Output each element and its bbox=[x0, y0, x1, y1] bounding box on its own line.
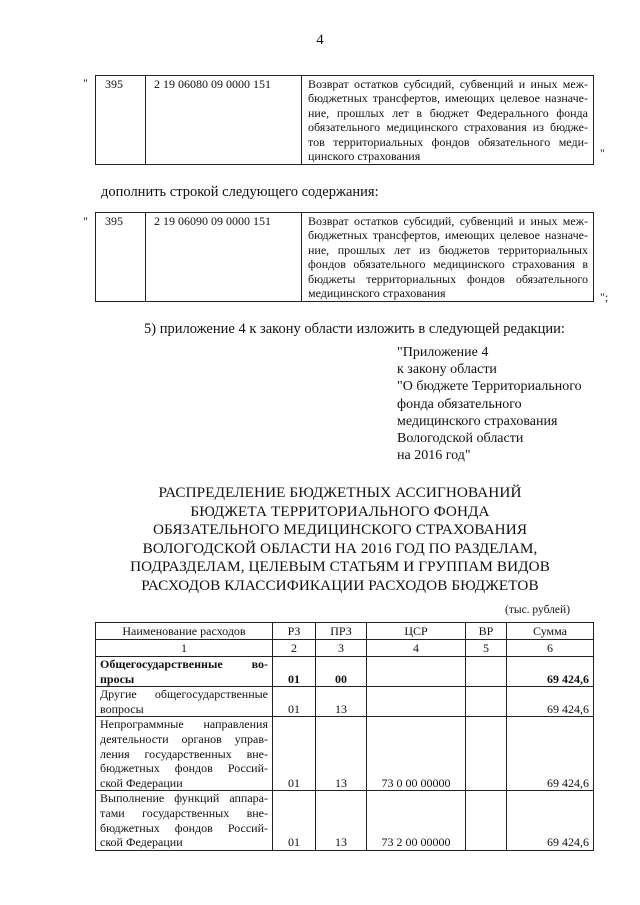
supplement-text: дополнить строкой следующего содержания: bbox=[101, 184, 379, 200]
desc-line: фондов обязательного медицинского страхования в bbox=[308, 257, 588, 272]
row-name bbox=[96, 657, 273, 687]
desc-line: бюджеты территориальных фондов обязательного bbox=[308, 271, 588, 286]
code-row-2-description bbox=[302, 213, 594, 302]
col-number: 5 bbox=[466, 640, 507, 657]
row-prz: 13 bbox=[316, 791, 367, 850]
table-header-row bbox=[96, 623, 594, 640]
close-quote-1: " bbox=[600, 146, 605, 160]
code-row-2 bbox=[96, 213, 594, 302]
appendix-line: медицинского страхования bbox=[397, 413, 558, 429]
appendix-line: "О бюджете Территориального bbox=[397, 379, 582, 395]
row-sum: 69 424,6 bbox=[507, 717, 594, 791]
row-name-line: бюджетных фондов Россий- bbox=[100, 761, 268, 776]
code-row-1 bbox=[96, 76, 594, 165]
code-row-2-number: 395 bbox=[96, 213, 146, 302]
code-table-1 bbox=[95, 75, 594, 165]
row-csr bbox=[367, 687, 466, 717]
code-row-2-code: 2 19 06090 09 0000 151 bbox=[146, 213, 302, 302]
code-table-2 bbox=[95, 212, 594, 302]
desc-line: ние, прошлых лет в бюджет Федерального фонда bbox=[308, 105, 588, 120]
desc-line: Возврат остатков субсидий, субвенций и иных меж- bbox=[308, 77, 588, 91]
desc-line: обязательного медицинского страхования из бюдже- bbox=[308, 120, 588, 135]
row-vr bbox=[466, 791, 507, 850]
row-name bbox=[96, 717, 273, 791]
col-number: 4 bbox=[367, 640, 466, 657]
row-prz: 00 bbox=[316, 657, 367, 687]
row-name-line: деятельности органов управ- bbox=[100, 731, 268, 746]
code-row-1-number: 395 bbox=[96, 76, 146, 165]
row-name bbox=[96, 687, 273, 717]
row-name-line: бюджетных фондов Россий- bbox=[100, 820, 268, 835]
title-line: РАСХОДОВ КЛАССИФИКАЦИИ РАСХОДОВ БЮДЖЕТОВ bbox=[141, 576, 539, 594]
appendix-line: к закону области bbox=[397, 362, 497, 378]
col-number: 1 bbox=[96, 640, 273, 657]
desc-line: Возврат остатков субсидий, субвенций и иных меж- bbox=[308, 214, 588, 228]
row-name-line: Выполнение функций аппара- bbox=[100, 791, 268, 806]
row-vr bbox=[466, 657, 507, 687]
item-5-text: 5) приложение 4 к закону области изложить в следующей редакции: bbox=[144, 321, 565, 337]
desc-line: бюджетных трансфертов, имеющих целевое назначе- bbox=[308, 228, 588, 243]
page-number: 4 bbox=[316, 32, 324, 48]
row-name-line: вопросы bbox=[100, 701, 144, 716]
title-line: БЮДЖЕТА ТЕРРИТОРИАЛЬНОГО ФОНДА bbox=[190, 502, 490, 520]
row-sum: 69 424,6 bbox=[507, 657, 594, 687]
code-row-1-description bbox=[302, 76, 594, 165]
header-prz: ПРЗ bbox=[316, 623, 367, 640]
header-sum: Сумма bbox=[507, 623, 594, 640]
header-csr: ЦСР bbox=[367, 623, 466, 640]
appendix-line: фонда обязательного bbox=[397, 396, 522, 412]
appendix-line: Вологодской области bbox=[397, 431, 524, 447]
table-row bbox=[96, 791, 594, 850]
row-prz: 13 bbox=[316, 717, 367, 791]
col-number: 3 bbox=[316, 640, 367, 657]
title-line: ОБЯЗАТЕЛЬНОГО МЕДИЦИНСКОГО СТРАХОВАНИЯ bbox=[152, 521, 528, 539]
row-vr bbox=[466, 687, 507, 717]
open-quote-1: " bbox=[83, 76, 88, 90]
open-quote-2: " bbox=[83, 214, 88, 228]
row-name-line: Общегосударственные во- bbox=[100, 657, 268, 671]
desc-line: цинского страхования bbox=[308, 149, 421, 164]
row-name-line: тами государственных вне- bbox=[100, 805, 268, 820]
row-name-line: ской Федерации bbox=[100, 775, 183, 790]
row-csr bbox=[367, 657, 466, 687]
row-rz: 01 bbox=[273, 687, 316, 717]
units-label: (тыс. рублей) bbox=[505, 604, 571, 616]
row-rz: 01 bbox=[273, 717, 316, 791]
budget-table bbox=[95, 622, 594, 851]
header-rz: РЗ bbox=[273, 623, 316, 640]
row-name-line: просы bbox=[100, 671, 135, 686]
col-number: 6 bbox=[507, 640, 594, 657]
header-name: Наименование расходов bbox=[96, 623, 273, 640]
table-row bbox=[96, 687, 594, 717]
row-name-line: Непрограммные направления bbox=[100, 717, 268, 732]
row-name-line: ской Федерации bbox=[100, 835, 183, 850]
row-vr bbox=[466, 717, 507, 791]
table-row bbox=[96, 717, 594, 791]
code-row-1-code: 2 19 06080 09 0000 151 bbox=[146, 76, 302, 165]
appendix-line: "Приложение 4 bbox=[397, 345, 489, 360]
document-title bbox=[60, 484, 620, 596]
row-csr: 73 0 00 00000 bbox=[367, 717, 466, 791]
row-prz: 13 bbox=[316, 687, 367, 717]
title-line: РАСПРЕДЕЛЕНИЕ БЮДЖЕТНЫХ АССИГНОВАНИЙ bbox=[158, 484, 522, 501]
close-quote-2: "; bbox=[600, 290, 609, 304]
desc-line: бюджетных трансфертов, имеющих целевое назначе- bbox=[308, 91, 588, 106]
row-name-line: ления государственных вне- bbox=[100, 746, 268, 761]
table-row bbox=[96, 657, 594, 687]
row-csr: 73 2 00 00000 bbox=[367, 791, 466, 850]
column-number-row bbox=[96, 640, 594, 657]
col-number: 2 bbox=[273, 640, 316, 657]
title-line: ВОЛОГОДСКОЙ ОБЛАСТИ НА 2016 ГОД ПО РАЗДЕЛАМ, bbox=[142, 539, 538, 557]
row-sum: 69 424,6 bbox=[507, 791, 594, 850]
title-line: ПОДРАЗДЕЛАМ, ЦЕЛЕВЫМ СТАТЬЯМ И ГРУППАМ ВИДОВ bbox=[130, 558, 550, 576]
appendix-header bbox=[397, 344, 582, 464]
header-vr: ВР bbox=[466, 623, 507, 640]
desc-line: медицинского страхования bbox=[308, 286, 446, 301]
desc-line: тов территориальных фондов обязательного меди- bbox=[308, 134, 588, 149]
row-name-line: Другие общегосударственные bbox=[100, 687, 268, 702]
row-rz: 01 bbox=[273, 657, 316, 687]
appendix-line: на 2016 год" bbox=[397, 448, 471, 464]
row-rz: 01 bbox=[273, 791, 316, 850]
row-sum: 69 424,6 bbox=[507, 687, 594, 717]
row-name bbox=[96, 791, 273, 850]
desc-line: ние, прошлых лет из бюджетов территориальных bbox=[308, 242, 588, 257]
